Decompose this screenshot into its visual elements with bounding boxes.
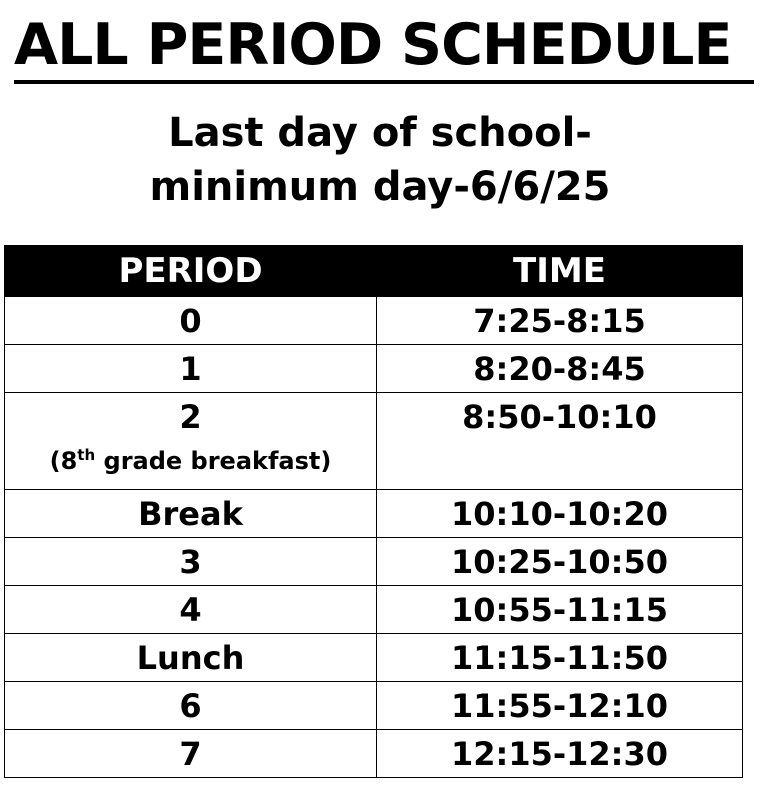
period-cell: 6 <box>5 682 377 730</box>
page-title: ALL PERIOD SCHEDULE <box>14 6 754 84</box>
table-row <box>5 297 743 345</box>
period-column-header: PERIOD <box>5 246 377 297</box>
table-row <box>5 490 743 538</box>
time-cell: 11:55-12:10 <box>377 682 743 730</box>
table-row <box>5 730 743 778</box>
table-row <box>5 538 743 586</box>
period-cell: 3 <box>5 538 377 586</box>
period-note-suffix: grade breakfast) <box>95 447 332 475</box>
period-cell: 7 <box>5 730 377 778</box>
time-cell: 11:15-11:50 <box>377 634 743 682</box>
table-row <box>5 682 743 730</box>
period-number: 2 <box>179 398 202 436</box>
time-value: 8:50-10:10 <box>462 398 657 436</box>
time-cell: 10:25-10:50 <box>377 538 743 586</box>
period-cell: 1 <box>5 345 377 393</box>
time-cell: 10:10-10:20 <box>377 490 743 538</box>
time-cell: 10:55-11:15 <box>377 586 743 634</box>
table-row <box>5 634 743 682</box>
period-cell: Lunch <box>5 634 377 682</box>
period-cell: 0 <box>5 297 377 345</box>
period-cell: 4 <box>5 586 377 634</box>
time-cell <box>377 393 743 490</box>
time-column-header: TIME <box>377 246 743 297</box>
schedule-table <box>4 245 743 778</box>
period-note-superscript: th <box>77 446 96 464</box>
subtitle-line-2: minimum day-6/6/25 <box>149 164 611 210</box>
time-cell: 12:15-12:30 <box>377 730 743 778</box>
period-cell <box>5 393 377 490</box>
table-row <box>5 393 743 490</box>
table-row <box>5 586 743 634</box>
period-note-prefix: (8 <box>49 447 78 475</box>
period-note <box>5 441 376 481</box>
time-cell: 7:25-8:15 <box>377 297 743 345</box>
table-header-row <box>5 246 743 297</box>
table-row <box>5 345 743 393</box>
time-cell: 8:20-8:45 <box>377 345 743 393</box>
period-cell: Break <box>5 490 377 538</box>
subtitle-line-1: Last day of school- <box>168 110 592 156</box>
